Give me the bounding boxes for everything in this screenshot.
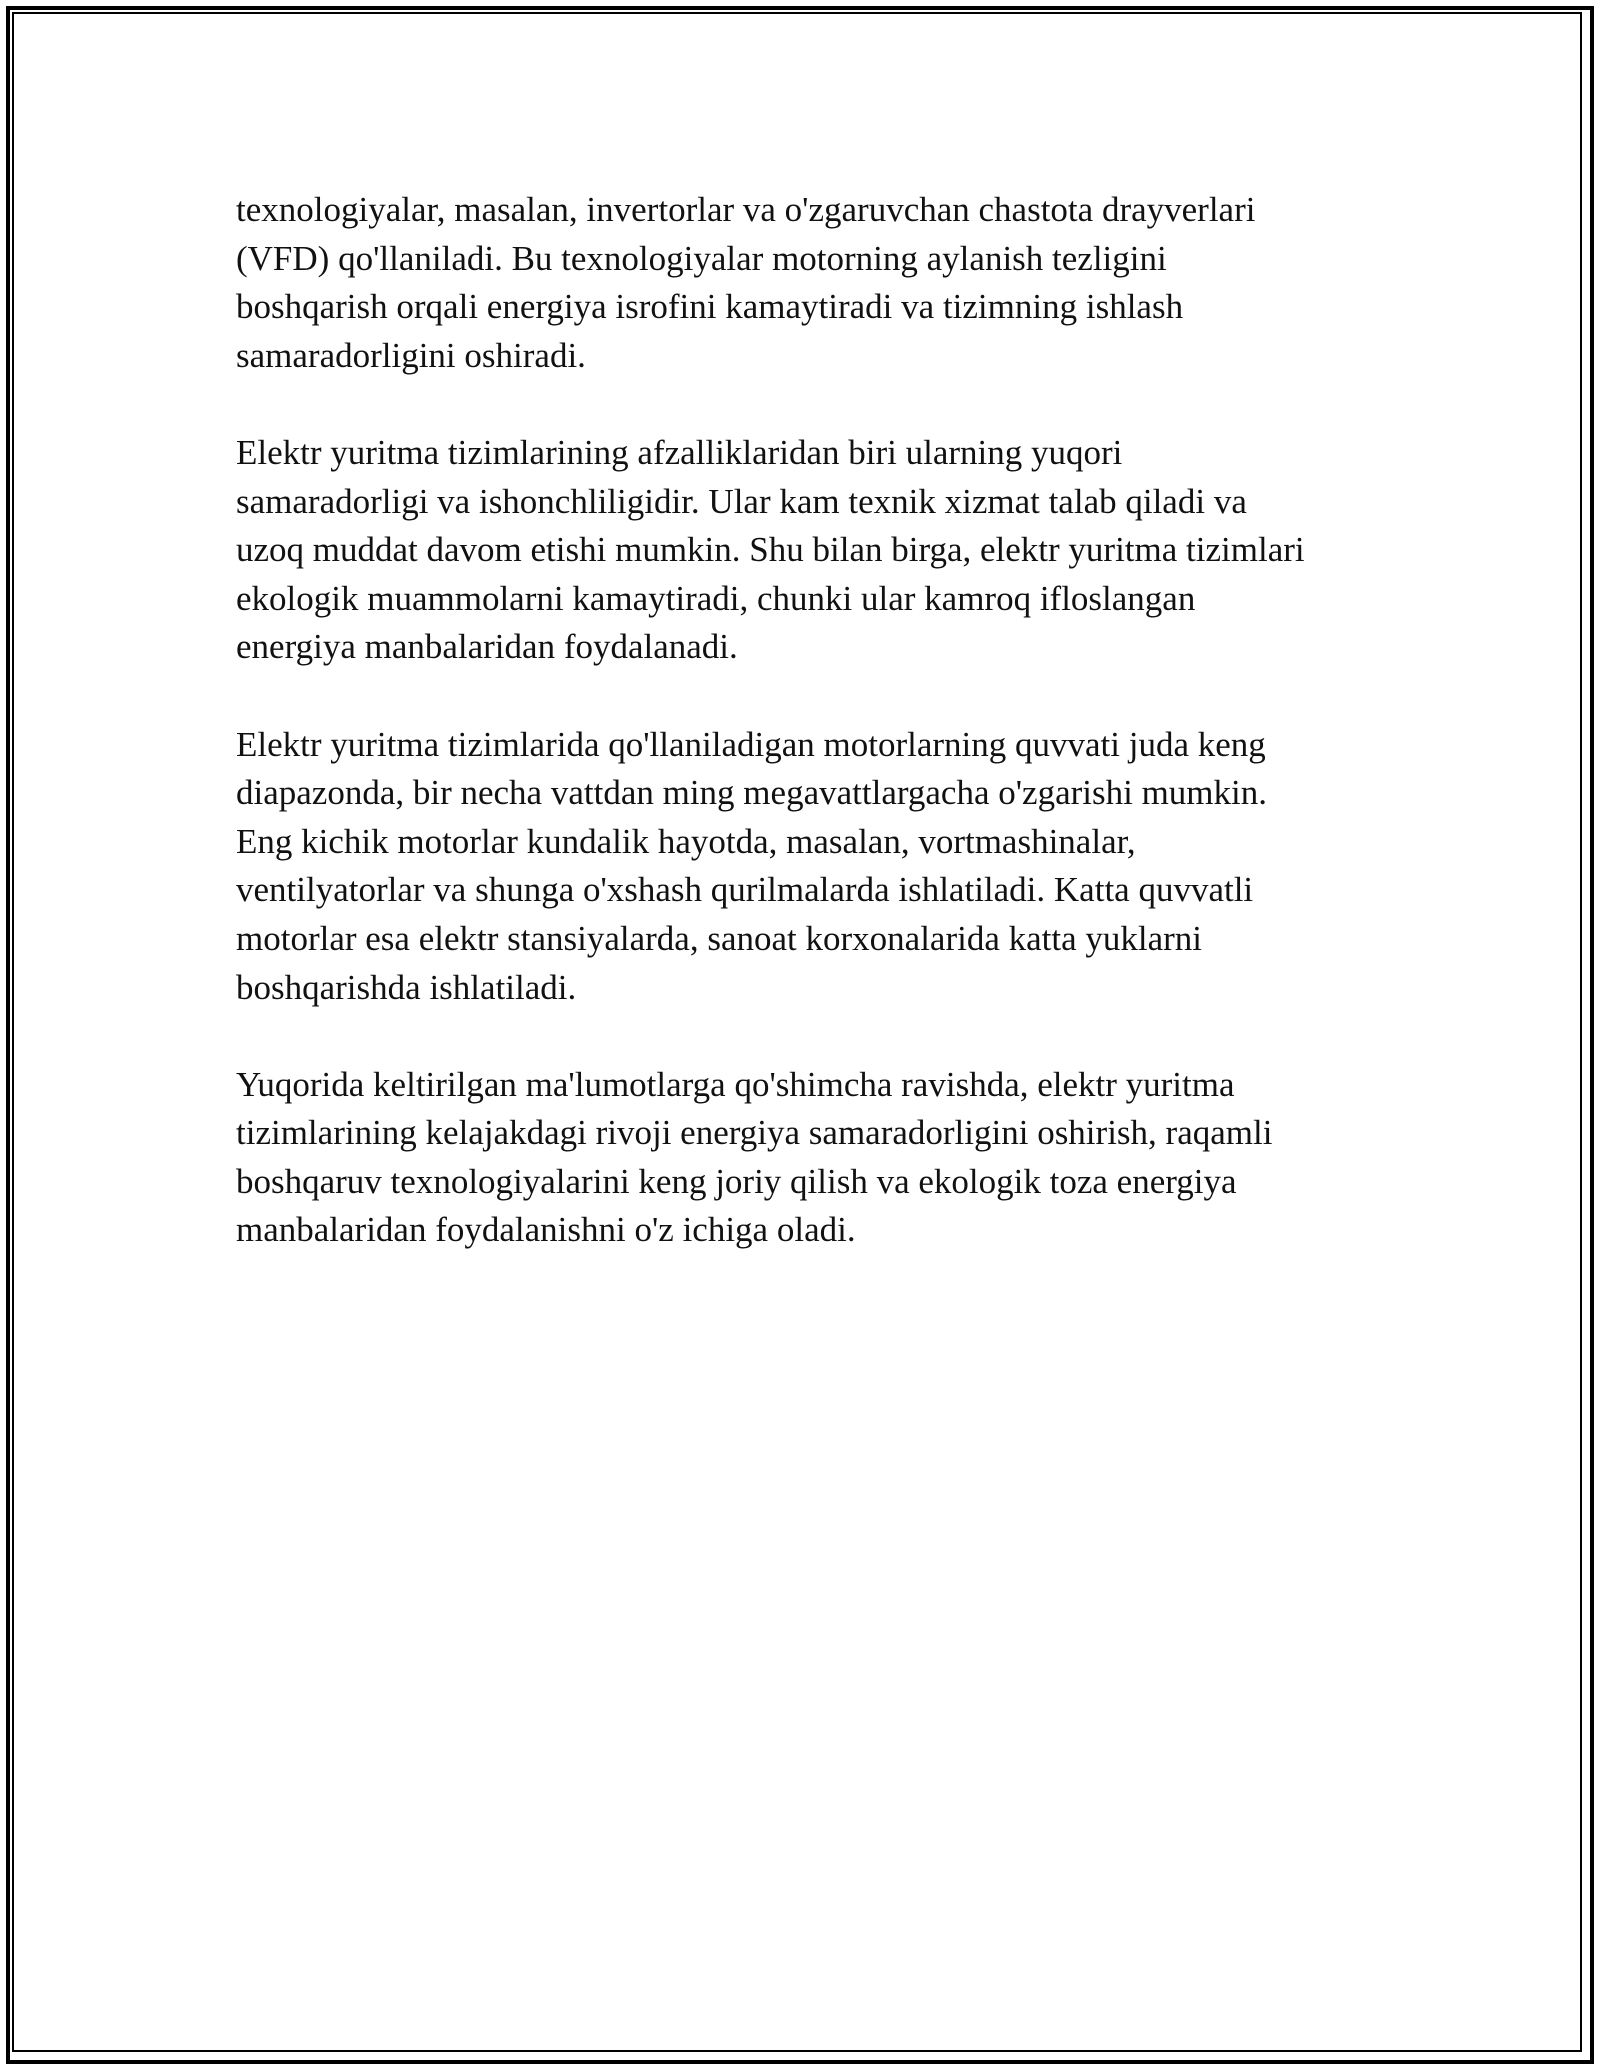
text-line: (VFD) qo'llaniladi. Bu texnologiyalar motorning aylanish tezligini [236, 238, 1167, 278]
text-line: Elektr yuritma tizimlarida qo'llaniladigan motorlarning quvvati juda keng [236, 724, 1266, 764]
text-line: boshqarish orqali energiya isrofini kamaytiradi va tizimning ishlash [236, 287, 1184, 327]
text-line: energiya manbalaridan foydalanadi. [236, 627, 738, 667]
paragraph-2 [236, 429, 1366, 672]
text-line: samaradorligini oshiradi. [236, 335, 586, 375]
text-line: motorlar esa elektr stansiyalarda, sanoat korxonalarida katta yuklarni [236, 918, 1203, 958]
paragraph-3 [236, 721, 1366, 1013]
text-line: ventilyatorlar va shunga o'xshash qurilmalarda ishlatiladi. Katta quvvatli [236, 870, 1254, 910]
text-line: boshqarishda ishlatiladi. [236, 967, 577, 1007]
text-line: diapazonda, bir necha vattdan ming megavattlargacha o'zgarishi mumkin. [236, 773, 1267, 813]
text-line: texnologiyalar, masalan, invertorlar va o'zgaruvchan chastota drayverlari [236, 190, 1256, 229]
text-line: boshqaruv texnologiyalarini keng joriy qilish va ekologik toza energiya [236, 1161, 1237, 1201]
text-line: manbalaridan foydalanishni o'z ichiga oladi. [236, 1210, 856, 1250]
text-line: ekologik muammolarni kamaytiradi, chunki ular kamroq ifloslangan [236, 578, 1196, 618]
paragraph-1 [236, 186, 1366, 380]
text-line: tizimlarining kelajakdagi rivoji energiya samaradorligini oshirish, raqamli [236, 1113, 1273, 1153]
text-line: uzoq muddat davom etishi mumkin. Shu bilan birga, elektr yuritma tizimlari [236, 530, 1305, 570]
document-body [236, 186, 1366, 1255]
text-line: Elektr yuritma tizimlarining afzalliklaridan biri ularning yuqori [236, 432, 1123, 472]
paragraph-4 [236, 1061, 1366, 1255]
text-line: samaradorligi va ishonchliligidir. Ular kam texnik xizmat talab qiladi va [236, 481, 1247, 521]
text-line: Yuqorida keltirilgan ma'lumotlarga qo'shimcha ravishda, elektr yuritma [236, 1064, 1235, 1104]
text-line: Eng kichik motorlar kundalik hayotda, masalan, vortmashinalar, [236, 821, 1136, 861]
